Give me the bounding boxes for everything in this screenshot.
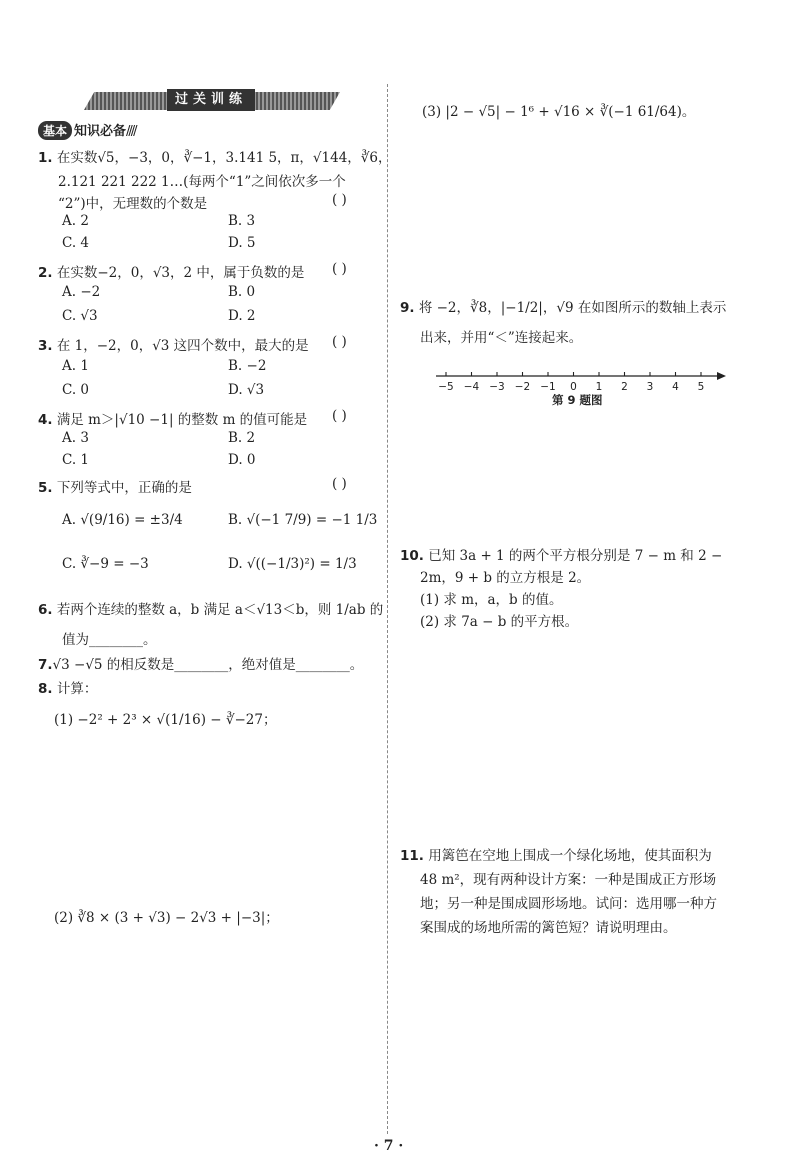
q4-stem: 满足 m＞|√10 −1| 的整数 m 的值可能是: [56, 412, 308, 428]
q4-option-b: B. 2: [228, 430, 256, 446]
q4-option-c: C. 1: [62, 452, 90, 468]
number-line-tick-label: −1: [540, 381, 556, 393]
q11-line1: [400, 844, 712, 864]
q9-text-line2: 出来，并用“＜”连接起来。: [420, 330, 583, 346]
q3-option-b: B. −2: [228, 358, 267, 374]
q10-text-line2: 2m，9 + b 的立方根是 2。: [420, 570, 591, 586]
q11-text-line3: 地；另一种是围成圆形场地。试问：选用哪一种方: [420, 896, 717, 912]
q9-line1: [400, 296, 726, 316]
q7-stem: √3 −√5 的相反数是________，绝对值是________。: [52, 657, 364, 673]
q2-option-d: D. 2: [228, 308, 256, 324]
number-line-tick-label: 2: [621, 381, 628, 393]
q11-number: 11.: [400, 848, 424, 864]
q9-number: 9.: [400, 300, 415, 316]
q1-line1: [38, 146, 391, 166]
q3-number: 3.: [38, 338, 53, 354]
section-heading: [38, 120, 136, 140]
q2-number: 2.: [38, 265, 53, 281]
section-title: 知识必备: [74, 124, 127, 139]
q8-number: 8.: [38, 681, 53, 697]
number-line-ticks: [438, 372, 704, 393]
q11-text-line1: 用篱笆在空地上围成一个绿化场地，使其面积为: [428, 848, 712, 864]
q2-stem: 在实数−2，0，√3，2 中，属于负数的是: [56, 265, 305, 281]
q2-stem-line: [38, 261, 304, 281]
q11-text-line4: 案围成的场地所需的篱笆短？请说明理由。: [420, 920, 677, 936]
q10-number: 10.: [400, 548, 424, 564]
q2-option-b: B. 0: [228, 284, 256, 300]
number-line-tick-label: 4: [672, 381, 679, 393]
q5-option-a: A. √(9/16) = ±3/4: [62, 512, 183, 528]
q10-part1: (1) 求 m，a，b 的值。: [420, 592, 563, 608]
q5-stem-line: [38, 476, 192, 496]
q8-part2: (2) ∛8 × (3 + √3) − 2√3 + |−3|；: [54, 910, 279, 926]
q5-number: 5.: [38, 480, 53, 496]
header-banner-label: 过关训练: [167, 89, 255, 111]
q3-stem: 在 1，−2，0，√3 这四个数中，最大的是: [56, 338, 309, 354]
q8-part1: (1) −2² + 2³ × √(1/16) − ∛−27；: [54, 712, 277, 728]
number-line-tick-label: 3: [646, 381, 654, 393]
q1-option-d: D. 5: [228, 235, 256, 251]
q4-stem-line: [38, 408, 307, 428]
q6-text-line1: 若两个连续的整数 a，b 满足 a＜√13＜b，则 1/ab 的: [56, 602, 384, 618]
q4-number: 4.: [38, 412, 53, 428]
q8-part3: (3) |2 − √5| − 1⁶ + √16 × ∛(−1 61/64)。: [422, 104, 696, 120]
q6-text-line2: 值为________。: [62, 632, 157, 648]
q3-option-d: D. √3: [228, 382, 265, 398]
q2-answer-paren: ( ): [332, 261, 347, 277]
q9-figure-caption: 第 9 题图: [552, 393, 603, 407]
section-badge: 基本: [38, 121, 72, 140]
number-line-tick-label: −2: [514, 381, 531, 393]
number-line-tick-label: 0: [570, 381, 577, 393]
q7-number: 7.: [38, 657, 53, 673]
q5-stem: 下列等式中，正确的是: [56, 480, 192, 496]
q3-answer-paren: ( ): [332, 334, 347, 350]
q10-line1: [400, 544, 722, 564]
number-line-arrow: [717, 372, 726, 380]
section-dash: ////: [126, 124, 136, 139]
number-line-tick-label: 1: [595, 381, 603, 393]
q1-text-line2: 2.121 221 222 1…(每两个“1”之间依次多一个: [58, 174, 346, 190]
number-line-tick-label: 5: [697, 381, 705, 393]
q1-number: 1.: [38, 150, 53, 166]
q4-option-a: A. 3: [62, 430, 89, 446]
q6-line1: [38, 598, 383, 618]
q8-stem: 计算：: [56, 681, 98, 697]
q1-text-line1: 在实数√5，−3，0，∛−1，3.141 5，π，√144，∛6，: [56, 150, 392, 166]
q1-option-c: C. 4: [62, 235, 90, 251]
q5-option-b: B. √(−1 7/9) = −1 1/3: [228, 512, 378, 528]
q8-line: [38, 677, 97, 697]
q11-text-line2: 48 m²，现有两种设计方案：一种是围成正方形场: [420, 872, 717, 888]
q2-option-a: A. −2: [62, 284, 101, 300]
q2-option-c: C. √3: [62, 308, 98, 324]
page-number: · 7 ·: [374, 1138, 404, 1154]
q5-answer-paren: ( ): [332, 476, 347, 492]
q10-text-line1: 已知 3a + 1 的两个平方根分别是 7 − m 和 2 −: [428, 548, 723, 564]
number-line-tick-label: −3: [489, 381, 505, 393]
q3-option-c: C. 0: [62, 382, 90, 398]
q9-text-line1: 将 −2，∛8，|−1/2|，√9 在如图所示的数轴上表示: [418, 300, 727, 316]
q5-option-d: D. √((−1/3)²) = 1/3: [228, 556, 357, 572]
q6-number: 6.: [38, 602, 53, 618]
q7-line: [38, 653, 363, 673]
q5-option-c: C. ∛−9 = −3: [62, 556, 149, 572]
q1-option-a: A. 2: [62, 213, 89, 229]
q1-option-b: B. 3: [228, 213, 256, 229]
column-divider: [387, 84, 388, 1134]
q4-option-d: D. 0: [228, 452, 256, 468]
q3-option-a: A. 1: [62, 358, 89, 374]
q1-text-line3: “2”)中，无理数的个数是: [58, 196, 208, 212]
q4-answer-paren: ( ): [332, 408, 347, 424]
q3-stem-line: [38, 334, 309, 354]
number-line-tick-label: −4: [463, 381, 480, 393]
number-line-tick-label: −5: [438, 381, 454, 393]
q10-part2: (2) 求 7a − b 的平方根。: [420, 614, 579, 630]
q1-answer-paren: ( ): [332, 192, 347, 208]
